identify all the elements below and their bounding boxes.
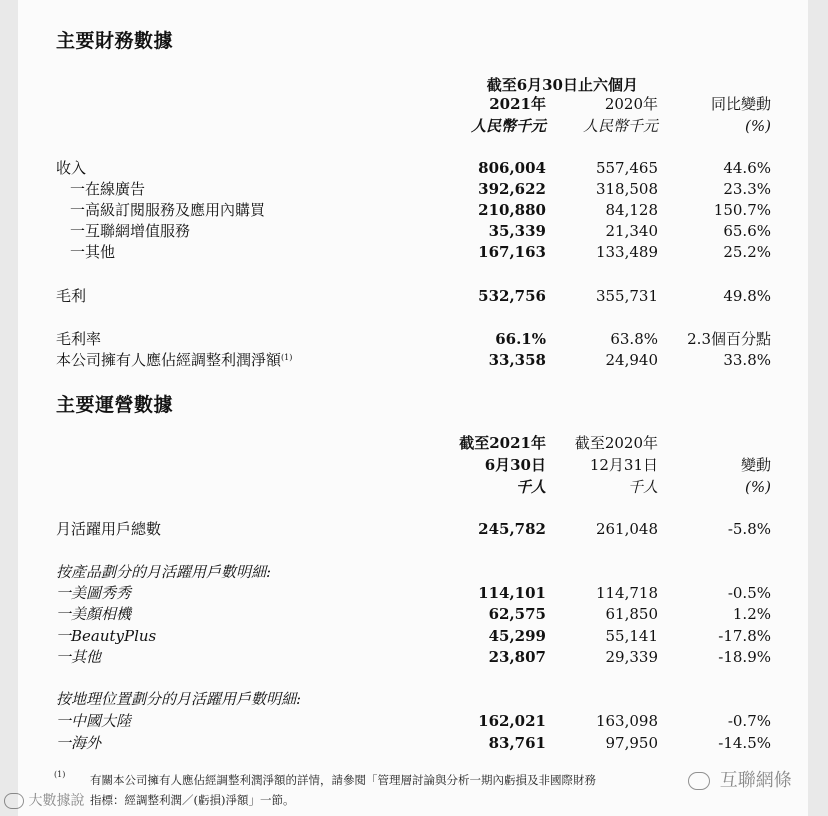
value-change: -18.9% <box>718 648 771 666</box>
value-2020: 84,128 <box>605 201 658 219</box>
value-2020: 355,731 <box>595 287 658 305</box>
value-2021: 45,299 <box>488 627 546 645</box>
fin-header-pct: (%) <box>745 117 771 135</box>
value-2021: 532,756 <box>478 287 546 305</box>
value-2020: 97,950 <box>605 734 658 752</box>
op-header-pct: (%) <box>745 478 771 496</box>
fin-header-yoy: 同比變動 <box>710 95 771 113</box>
by-region-title-row <box>18 688 808 710</box>
value-change: 65.6% <box>723 222 771 240</box>
op-header-col2-b: 12月31日 <box>589 456 658 474</box>
table-row <box>18 285 808 307</box>
value-change: -5.8% <box>727 520 771 538</box>
value-2021: 62,575 <box>488 605 546 623</box>
value-2020: 55,141 <box>605 627 658 645</box>
value-2021: 35,339 <box>488 222 546 240</box>
footnote-line-1: 有關本公司擁有人應佔經調整利潤淨額的詳情，請參閱「管理層討論與分析一期內虧損及非國際財務 <box>90 773 596 787</box>
value-2021: 806,004 <box>478 159 546 177</box>
row-label: 一海外 <box>56 734 102 752</box>
operating-title: 主要運營數據 <box>56 394 174 416</box>
value-2020: 29,339 <box>605 648 658 666</box>
fin-header-unit-2020: 人民幣千元 <box>582 117 658 135</box>
fin-header-2020: 2020年 <box>604 95 658 113</box>
value-change: 33.8% <box>723 351 771 369</box>
by-region-title: 按地理位置劃分的月活躍用戶數明細: <box>56 690 302 708</box>
table-row <box>18 582 808 604</box>
row-label <box>56 349 292 371</box>
row-label: 一美圖秀秀 <box>56 584 132 602</box>
value-2020: 133,489 <box>595 243 658 261</box>
value-change: 2.3個百分點 <box>687 330 771 348</box>
watermark-right-text: 互聯網條 <box>719 770 792 791</box>
op-header-col2-c: 千人 <box>627 478 658 496</box>
value-2020: 24,940 <box>605 351 658 369</box>
row-label: 一高級訂閱服務及應用內購買 <box>70 201 266 219</box>
value-change: 49.8% <box>723 287 771 305</box>
row-label: 毛利 <box>56 287 87 305</box>
watermark-right <box>688 766 792 792</box>
table-row <box>18 349 808 371</box>
footnote-marker: (1) <box>281 353 293 362</box>
table-row <box>18 241 808 263</box>
value-2021: 210,880 <box>478 201 546 219</box>
value-2020: 21,340 <box>605 222 658 240</box>
row-label: 收入 <box>56 159 87 177</box>
value-change: -14.5% <box>718 734 771 752</box>
value-change: 1.2% <box>732 605 771 623</box>
value-change: 44.6% <box>723 159 771 177</box>
table-row <box>18 603 808 625</box>
value-2021: 23,807 <box>488 648 546 666</box>
watermark-chat-icon <box>688 772 710 790</box>
footnote-line-2: 指標：經調整利潤／(虧損)淨額」一節。 <box>90 793 295 807</box>
row-label: 一中國大陸 <box>56 712 132 730</box>
row-label: 一美顏相機 <box>56 605 132 623</box>
report-page <box>18 0 808 816</box>
row-label-text: 本公司擁有人應佔經調整利潤淨額 <box>56 351 282 369</box>
value-2020: 318,508 <box>595 180 658 198</box>
table-row <box>18 178 808 200</box>
op-header-row-2 <box>18 454 808 476</box>
table-row <box>18 646 808 668</box>
table-row <box>18 625 808 647</box>
watermark-logo-icon <box>4 793 24 809</box>
watermark-left <box>4 790 84 810</box>
op-header-col1-c: 千人 <box>515 478 546 496</box>
table-row <box>18 710 808 732</box>
value-2021: 167,163 <box>478 243 546 261</box>
fin-header-year-row <box>18 93 808 115</box>
financial-title: 主要財務數據 <box>56 30 174 52</box>
fin-header-unit-row <box>18 115 808 137</box>
table-row <box>18 220 808 242</box>
value-2020: 61,850 <box>605 605 658 623</box>
value-2020: 163,098 <box>595 712 658 730</box>
value-change: 23.3% <box>723 180 771 198</box>
watermark-left-text: 大數據說 <box>28 793 85 809</box>
value-change: 150.7% <box>713 201 771 219</box>
value-2021: 33,358 <box>488 351 546 369</box>
value-2020: 63.8% <box>610 330 658 348</box>
value-2021: 162,021 <box>478 712 546 730</box>
value-change: -17.8% <box>718 627 771 645</box>
fin-header-period: 截至6月30日止六個月 <box>486 76 638 94</box>
value-change: -0.7% <box>727 712 771 730</box>
value-change: 25.2% <box>723 243 771 261</box>
table-row <box>18 328 808 350</box>
row-label: 月活躍用戶總數 <box>56 520 162 538</box>
row-label: 一其他 <box>56 648 102 666</box>
value-2020: 114,718 <box>595 584 658 602</box>
by-product-title: 按產品劃分的月活躍用戶數明細: <box>56 563 272 581</box>
by-product-title-row <box>18 561 808 583</box>
table-row <box>18 157 808 179</box>
fin-header-unit-2021: 人民幣千元 <box>470 117 546 135</box>
op-header-col1-a: 截至2021年 <box>459 434 546 452</box>
op-header-chg: 變動 <box>740 456 771 474</box>
row-label: 一在線廣告 <box>70 180 146 198</box>
value-2020: 261,048 <box>595 520 658 538</box>
op-header-col2-a: 截至2020年 <box>574 434 658 452</box>
op-header-row-1 <box>18 432 808 454</box>
value-2021: 66.1% <box>495 330 546 348</box>
row-label: 毛利率 <box>56 330 102 348</box>
value-change: -0.5% <box>727 584 771 602</box>
value-2021: 114,101 <box>478 584 546 602</box>
row-label: 一BeautyPlus <box>56 627 157 645</box>
value-2021: 245,782 <box>478 520 546 538</box>
value-2020: 557,465 <box>595 159 658 177</box>
footnote-mark: (1) <box>54 770 66 779</box>
table-row <box>18 518 808 540</box>
op-header-row-3 <box>18 476 808 498</box>
fin-header-2021: 2021年 <box>489 95 546 113</box>
row-label: 一互聯網增值服務 <box>70 222 191 240</box>
row-label: 一其他 <box>70 243 116 261</box>
table-row <box>18 199 808 221</box>
value-2021: 392,622 <box>478 180 546 198</box>
op-header-col1-b: 6月30日 <box>484 456 546 474</box>
table-row <box>18 732 808 754</box>
value-2021: 83,761 <box>488 734 546 752</box>
